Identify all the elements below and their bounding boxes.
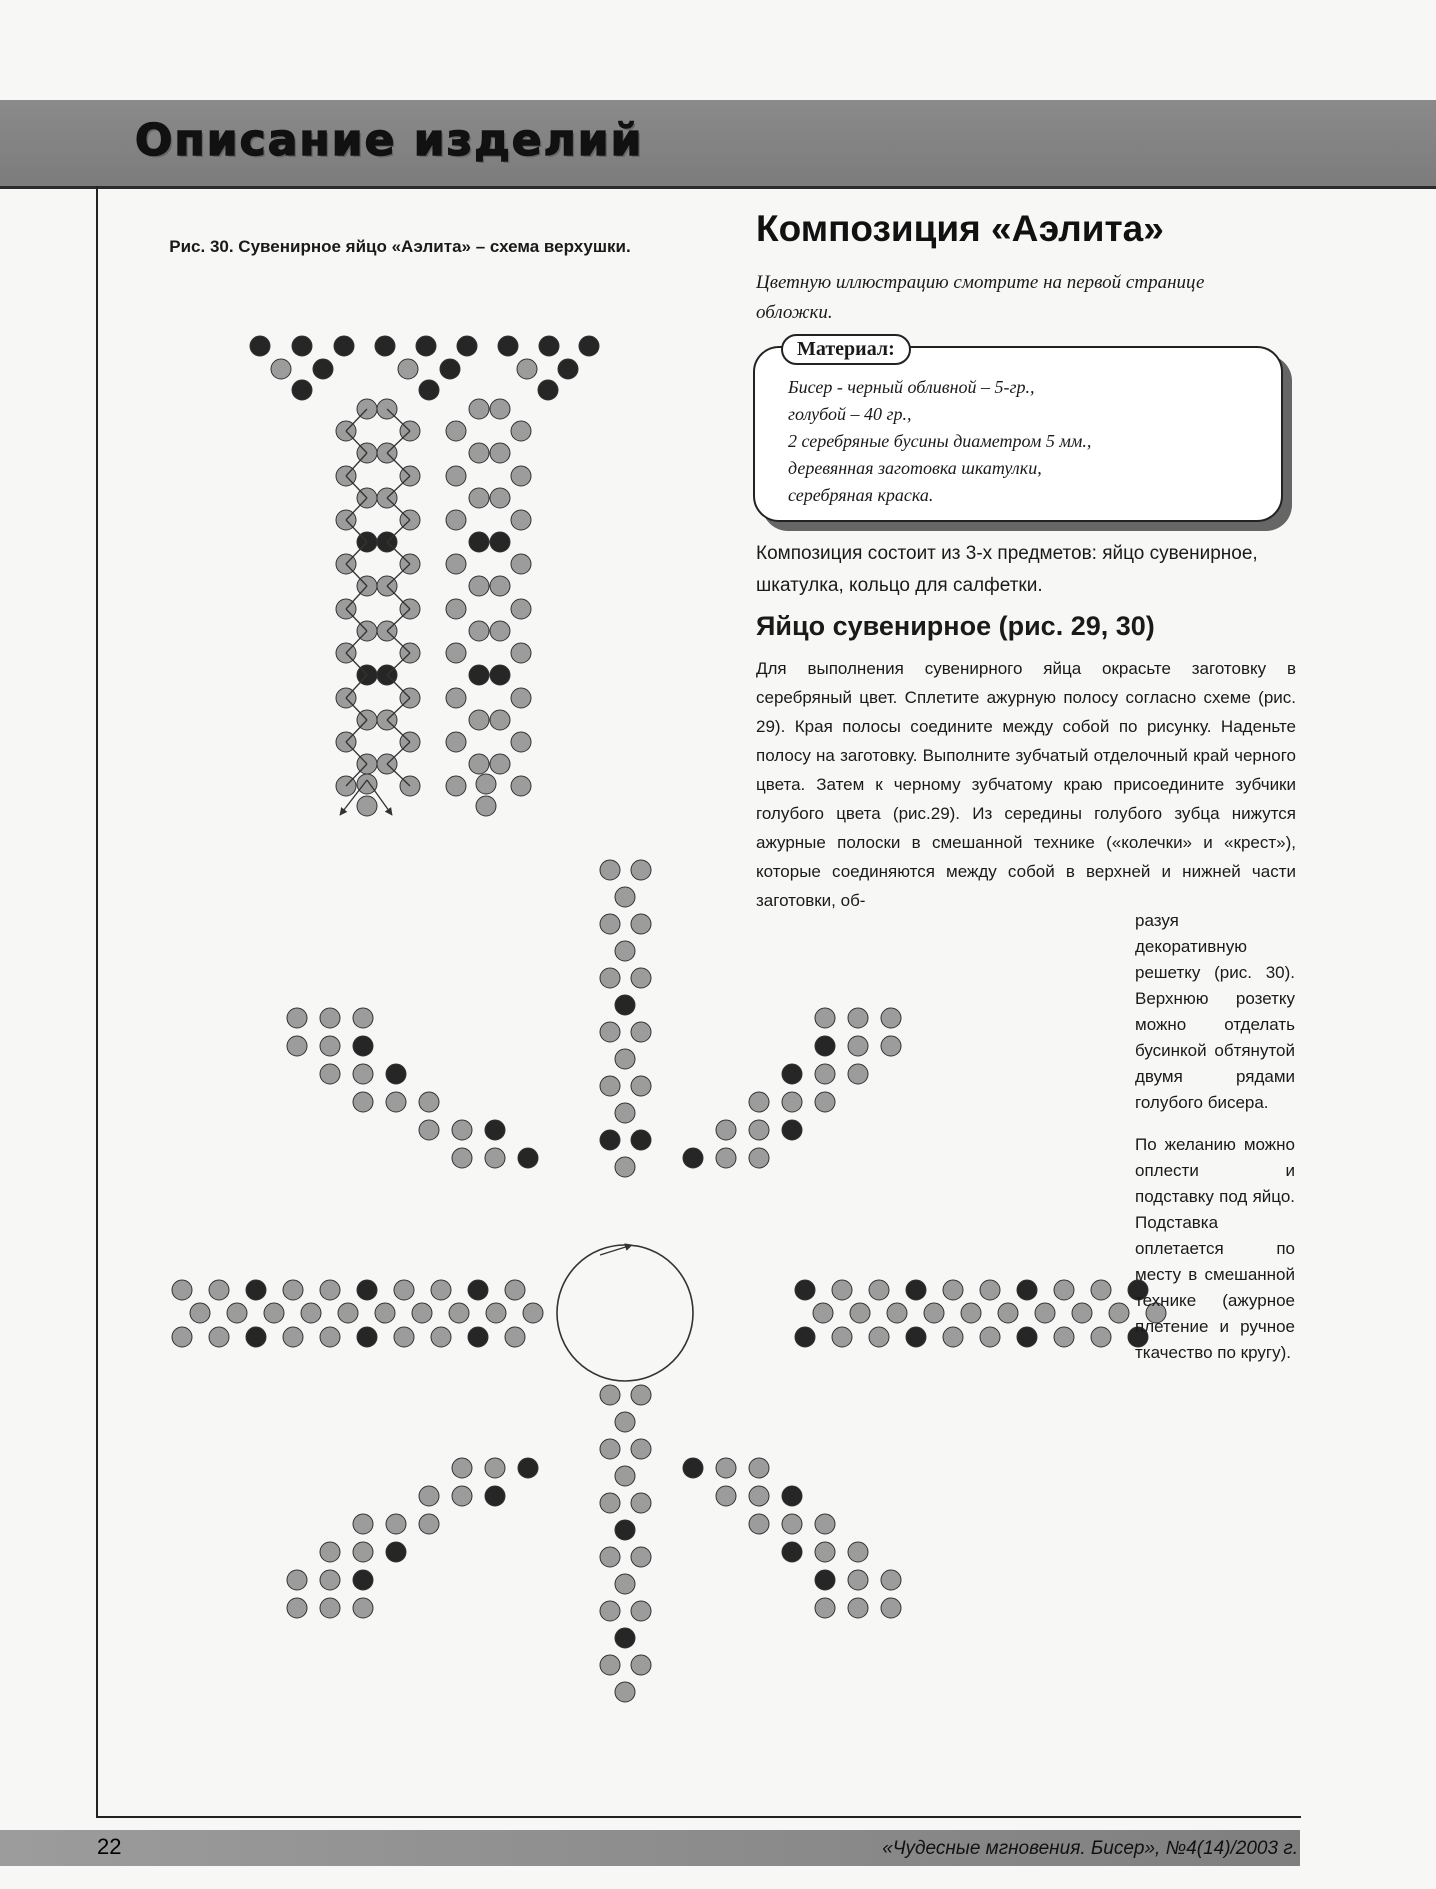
thread-line [387, 631, 410, 653]
black-bead [490, 665, 510, 685]
black-bead [416, 336, 436, 356]
black-bead [518, 1148, 538, 1168]
black-bead [313, 359, 333, 379]
blue-bead [600, 968, 620, 988]
material-item: 2 серебряные бусины диаметром 5 мм., [788, 431, 1092, 451]
thread-line [387, 609, 410, 631]
blue-bead [815, 1008, 835, 1028]
blue-bead [869, 1280, 889, 1300]
black-bead [782, 1064, 802, 1084]
blue-bead [419, 1092, 439, 1112]
black-bead [292, 380, 312, 400]
blue-bead [716, 1148, 736, 1168]
material-item: серебряная краска. [788, 485, 934, 505]
blue-bead [357, 796, 377, 816]
blue-bead [1054, 1327, 1074, 1347]
blue-bead [172, 1280, 192, 1300]
thread-line [387, 498, 410, 520]
blue-bead [511, 776, 531, 796]
blue-bead [631, 1601, 651, 1621]
blue-bead [848, 1570, 868, 1590]
blue-bead [320, 1327, 340, 1347]
blue-bead [511, 643, 531, 663]
thread-line [387, 586, 410, 609]
thread-line [346, 653, 367, 675]
black-bead [353, 1570, 373, 1590]
thread-line [346, 542, 367, 564]
side-column [1135, 908, 1295, 1382]
blue-bead [490, 621, 510, 641]
body-paragraph: Для выполнения сувенирного яйца окрасьте заготовку в серебряный цвет. Сплетите ажурную полосу согласно схеме (рис. 29). Края полосы соедините между собой по рисунку. Наденьте полосу на заготовку. Выполните зубчатый отделочный край черного цвета. Затем к черному зубчатому краю присоедините зубчики голубого цвета (рис.29). Из середины голубого зубца нижутся ажурные полоски в смешанной технике («колечки» и «крест»), которые соединяются между собой в верхней и нижней части заготовки, об- [756, 659, 1296, 910]
blue-bead [881, 1008, 901, 1028]
thread-line [346, 498, 367, 520]
blue-bead [600, 1493, 620, 1513]
thread-line [387, 698, 410, 720]
material-item: голубой – 40 гр., [788, 404, 912, 424]
black-bead [815, 1036, 835, 1056]
blue-bead [301, 1303, 321, 1323]
black-bead [334, 336, 354, 356]
blue-bead [490, 710, 510, 730]
blue-bead [848, 1598, 868, 1618]
blue-bead [848, 1064, 868, 1084]
blue-bead [998, 1303, 1018, 1323]
blue-bead [469, 399, 489, 419]
blue-bead [264, 1303, 284, 1323]
black-bead [539, 336, 559, 356]
thread-line [387, 720, 410, 742]
blue-bead [631, 1547, 651, 1567]
blue-bead [446, 510, 466, 530]
blue-bead [320, 1280, 340, 1300]
black-bead [485, 1486, 505, 1506]
page-number: 22 [97, 1834, 122, 1859]
blue-bead [600, 1385, 620, 1405]
blue-bead [446, 599, 466, 619]
blue-bead [631, 1493, 651, 1513]
blue-bead [486, 1303, 506, 1323]
black-bead [615, 1520, 635, 1540]
thread-line [346, 675, 367, 698]
blue-bead [469, 621, 489, 641]
figure-caption: Рис. 30. Сувенирное яйцо «Аэлита» – схема верхушки. [169, 237, 631, 256]
blue-bead [813, 1303, 833, 1323]
black-bead [558, 359, 578, 379]
black-bead [815, 1570, 835, 1590]
blue-bead [287, 1570, 307, 1590]
blue-bead [631, 860, 651, 880]
section-heading: Яйцо сувенирное (рис. 29, 30) [756, 611, 1155, 641]
blue-bead [271, 359, 291, 379]
blue-bead [943, 1327, 963, 1347]
blue-bead [412, 1303, 432, 1323]
black-bead [518, 1458, 538, 1478]
blue-bead [848, 1036, 868, 1056]
thread-line [346, 564, 367, 586]
blue-bead [190, 1303, 210, 1323]
intro-paragraph: Композиция состоит из 3-х предметов: яйцо сувенирное, шкатулка, кольцо для салфетки. [756, 543, 1258, 596]
blue-bead [1072, 1303, 1092, 1323]
blue-bead [615, 887, 635, 907]
thread-line [346, 453, 367, 476]
black-bead [1017, 1327, 1037, 1347]
blue-bead [469, 576, 489, 596]
black-bead [615, 1628, 635, 1648]
blue-bead [227, 1303, 247, 1323]
blue-bead [881, 1036, 901, 1056]
blue-bead [485, 1458, 505, 1478]
black-bead [579, 336, 599, 356]
blue-bead [431, 1280, 451, 1300]
thread-line [387, 409, 410, 431]
blue-bead [749, 1458, 769, 1478]
thread-line [387, 453, 410, 476]
blue-bead [320, 1542, 340, 1562]
blue-bead [600, 1547, 620, 1567]
blue-bead [283, 1280, 303, 1300]
side-paragraph: По желанию можно оплести и подставку под яйцо. Подставка оплетается по месту в смешанной технике (ажурное плетение и ручное ткачество по кругу). [1135, 1135, 1295, 1362]
blue-bead [287, 1598, 307, 1618]
blue-bead [943, 1280, 963, 1300]
black-bead [440, 359, 460, 379]
black-bead [246, 1327, 266, 1347]
blue-bead [419, 1120, 439, 1140]
blue-bead [490, 576, 510, 596]
blue-bead [615, 1412, 635, 1432]
blue-bead [749, 1514, 769, 1534]
black-bead [615, 995, 635, 1015]
blue-bead [881, 1598, 901, 1618]
blue-bead [511, 732, 531, 752]
blue-bead [446, 688, 466, 708]
black-bead [782, 1542, 802, 1562]
black-bead [538, 380, 558, 400]
blue-bead [716, 1458, 736, 1478]
blue-bead [209, 1327, 229, 1347]
black-bead [468, 1327, 488, 1347]
blue-bead [353, 1064, 373, 1084]
thread-line [387, 653, 410, 675]
section-title: Описание изделий [135, 115, 644, 166]
blue-bead [353, 1008, 373, 1028]
side-paragraph: разуя декоративную решетку (рис. 30). Верхнюю розетку можно отделать бусинкой обтянутой двумя рядами голубого бисера. [1135, 911, 1295, 1112]
blue-bead [452, 1120, 472, 1140]
blue-bead [749, 1148, 769, 1168]
article-title: Композиция «Аэлита» [756, 208, 1164, 249]
black-bead [795, 1327, 815, 1347]
cover-note: Цветную иллюстрацию смотрите на первой странице обложки. [756, 272, 1205, 323]
blue-bead [615, 941, 635, 961]
blue-bead [600, 914, 620, 934]
black-bead [600, 1130, 620, 1150]
blue-bead [287, 1008, 307, 1028]
blue-bead [320, 1064, 340, 1084]
black-bead [457, 336, 477, 356]
blue-bead [476, 774, 496, 794]
blue-bead [469, 754, 489, 774]
blue-bead [320, 1570, 340, 1590]
black-bead [386, 1064, 406, 1084]
blue-bead [815, 1092, 835, 1112]
blue-bead [716, 1486, 736, 1506]
blue-bead [353, 1598, 373, 1618]
blue-bead [1054, 1280, 1074, 1300]
blue-bead [511, 466, 531, 486]
blue-bead [961, 1303, 981, 1323]
thread-line [387, 520, 410, 542]
blue-bead [485, 1148, 505, 1168]
blue-bead [600, 1655, 620, 1675]
blue-bead [523, 1303, 543, 1323]
thread-line [346, 609, 367, 631]
thread-line [346, 476, 367, 498]
blue-bead [394, 1327, 414, 1347]
blue-bead [511, 688, 531, 708]
blue-bead [815, 1064, 835, 1084]
blue-bead [600, 1022, 620, 1042]
blue-bead [615, 1466, 635, 1486]
blue-bead [832, 1327, 852, 1347]
blue-bead [338, 1303, 358, 1323]
blue-bead [600, 1601, 620, 1621]
thread-line [387, 431, 410, 453]
blue-bead [353, 1542, 373, 1562]
blue-bead [615, 1574, 635, 1594]
blue-bead [505, 1280, 525, 1300]
blue-bead [419, 1514, 439, 1534]
blue-bead [386, 1514, 406, 1534]
thread-line [600, 1245, 632, 1255]
black-bead [386, 1542, 406, 1562]
material-list [788, 374, 1258, 509]
black-bead [246, 1280, 266, 1300]
publication-info: «Чудесные мгновения. Бисер», №4(14)/2003 г. [882, 1838, 1298, 1859]
thread-line [387, 564, 410, 586]
black-bead [485, 1120, 505, 1140]
blue-bead [782, 1514, 802, 1534]
black-bead [375, 336, 395, 356]
blue-bead [375, 1303, 395, 1323]
blue-bead [848, 1542, 868, 1562]
blue-bead [615, 1682, 635, 1702]
blue-bead [452, 1458, 472, 1478]
blue-bead [386, 1092, 406, 1112]
blue-bead [749, 1486, 769, 1506]
black-bead [250, 336, 270, 356]
thread-line [346, 742, 367, 764]
material-label: Материал: [781, 334, 911, 365]
blue-bead [469, 488, 489, 508]
blue-bead [782, 1092, 802, 1112]
blue-bead [320, 1036, 340, 1056]
blue-bead [631, 1655, 651, 1675]
black-bead [353, 1036, 373, 1056]
material-item: Бисер - черный обливной – 5-гр., [788, 377, 1035, 397]
black-bead [357, 1327, 377, 1347]
blue-bead [832, 1280, 852, 1300]
black-bead [498, 336, 518, 356]
blue-bead [353, 1092, 373, 1112]
thread-line [346, 631, 367, 653]
blue-bead [511, 554, 531, 574]
blue-bead [887, 1303, 907, 1323]
black-bead [490, 532, 510, 552]
blue-bead [490, 443, 510, 463]
blue-bead [449, 1303, 469, 1323]
blue-bead [505, 1327, 525, 1347]
thread-line [346, 720, 367, 742]
blue-bead [476, 796, 496, 816]
blue-bead [631, 968, 651, 988]
blue-bead [815, 1542, 835, 1562]
blue-bead [615, 1049, 635, 1069]
blue-bead [320, 1598, 340, 1618]
black-bead [469, 532, 489, 552]
blue-bead [881, 1570, 901, 1590]
blue-bead [490, 754, 510, 774]
black-bead [292, 336, 312, 356]
blue-bead [1035, 1303, 1055, 1323]
blue-bead [631, 1022, 651, 1042]
blue-bead [287, 1036, 307, 1056]
black-bead [906, 1327, 926, 1347]
blue-bead [749, 1092, 769, 1112]
thread-line [387, 675, 410, 698]
blue-bead [283, 1327, 303, 1347]
blue-bead [320, 1008, 340, 1028]
thread-line [346, 520, 367, 542]
blue-bead [357, 774, 377, 794]
blue-bead [446, 643, 466, 663]
blue-bead [490, 488, 510, 508]
black-bead [782, 1486, 802, 1506]
blue-bead [1109, 1303, 1129, 1323]
black-bead [906, 1280, 926, 1300]
blue-bead [469, 443, 489, 463]
black-bead [795, 1280, 815, 1300]
thread-line [346, 431, 367, 453]
blue-bead [980, 1280, 1000, 1300]
blue-bead [600, 860, 620, 880]
blue-bead [600, 1076, 620, 1096]
blue-bead [452, 1148, 472, 1168]
blue-bead [1091, 1280, 1111, 1300]
black-bead [419, 380, 439, 400]
blue-bead [631, 1439, 651, 1459]
blue-bead [446, 554, 466, 574]
center-bead-ring [557, 1245, 693, 1381]
blue-bead [511, 421, 531, 441]
blue-bead [469, 710, 489, 730]
blue-bead [419, 1486, 439, 1506]
black-bead [683, 1458, 703, 1478]
blue-bead [446, 421, 466, 441]
blue-bead [446, 466, 466, 486]
blue-bead [398, 359, 418, 379]
blue-bead [631, 914, 651, 934]
blue-bead [600, 1439, 620, 1459]
black-bead [782, 1120, 802, 1140]
blue-bead [452, 1486, 472, 1506]
blue-bead [615, 1157, 635, 1177]
thread-line [346, 409, 367, 431]
thread-line [387, 742, 410, 764]
blue-bead [815, 1514, 835, 1534]
blue-bead [394, 1280, 414, 1300]
blue-bead [980, 1327, 1000, 1347]
blue-bead [511, 599, 531, 619]
blue-bead [209, 1280, 229, 1300]
black-bead [357, 1280, 377, 1300]
blue-bead [517, 359, 537, 379]
blue-bead [716, 1120, 736, 1140]
blue-bead [848, 1008, 868, 1028]
blue-bead [511, 510, 531, 530]
blue-bead [749, 1120, 769, 1140]
blue-bead [815, 1598, 835, 1618]
blue-bead [431, 1327, 451, 1347]
black-bead [1017, 1280, 1037, 1300]
thread-line [387, 764, 410, 786]
blue-bead [631, 1385, 651, 1405]
thread-line [387, 476, 410, 498]
blue-bead [1091, 1327, 1111, 1347]
blue-bead [850, 1303, 870, 1323]
blue-bead [490, 399, 510, 419]
black-bead [683, 1148, 703, 1168]
thread-line [346, 698, 367, 720]
material-item: деревянная заготовка шкатулки, [788, 458, 1042, 478]
blue-bead [446, 776, 466, 796]
blue-bead [869, 1327, 889, 1347]
black-bead [631, 1130, 651, 1150]
blue-bead [924, 1303, 944, 1323]
thread-line [387, 542, 410, 564]
blue-bead [631, 1076, 651, 1096]
blue-bead [446, 732, 466, 752]
black-bead [469, 665, 489, 685]
thread-line [346, 586, 367, 609]
black-bead [468, 1280, 488, 1300]
blue-bead [172, 1327, 192, 1347]
blue-bead [615, 1103, 635, 1123]
blue-bead [353, 1514, 373, 1534]
